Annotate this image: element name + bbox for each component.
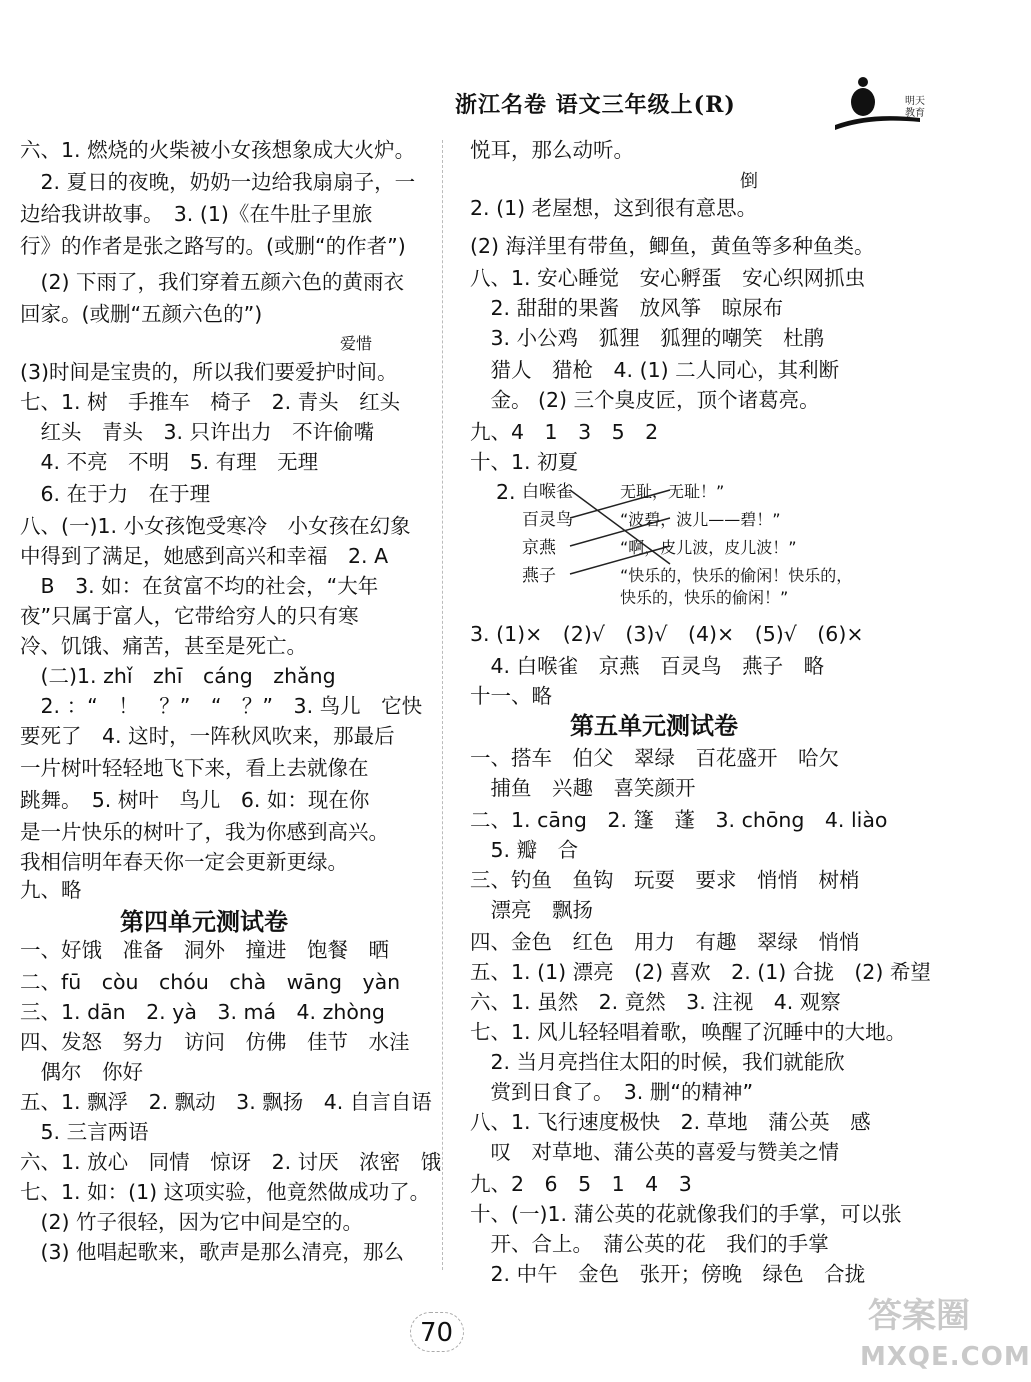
answer-line: (3) 他唱起歌来，歌声是那么清亮，那么 <box>20 1240 405 1264</box>
match-right-item: 快乐的，快乐的偷闲！” <box>620 588 789 607</box>
match-left-item: 京燕 <box>522 538 556 558</box>
answer-line: 捕鱼 兴趣 喜笑颜开 <box>470 776 696 800</box>
answer-line: 2. 当月亮挡住太阳的时候，我们就能欣 <box>470 1050 845 1074</box>
answer-line: 七、1. 风儿轻轻唱着歌，唤醒了沉睡中的大地。 <box>470 1020 907 1044</box>
correction-mark: 倒 <box>740 171 758 192</box>
answer-line: 六、1. 虽然 2. 竟然 3. 注视 4. 观察 <box>470 990 841 1014</box>
answer-line: 十、(一)1. 蒲公英的花就像我们的手掌，可以张 <box>470 1202 902 1226</box>
column-divider <box>442 140 443 1270</box>
answer-line: (3)时间是宝贵的，所以我们要爱护时间。 <box>20 360 398 384</box>
answer-line: 2. 夏日的夜晚，奶奶一边给我扇扇子，一 <box>20 170 416 194</box>
answer-line: 4. 白喉雀 京燕 百灵鸟 燕子 略 <box>470 654 825 678</box>
answer-line: 2. ：“ ！ ？” “ ？” 3. 鸟儿 它快 <box>20 694 423 718</box>
match-right-item: 无耻，无耻！” <box>620 482 725 501</box>
answer-line: 一片树叶轻轻地飞下来，看上去就像在 <box>20 756 369 780</box>
match-left-item: 燕子 <box>522 566 556 586</box>
answer-line: 要死了 4. 这时，一阵秋风吹来，那最后 <box>20 724 395 748</box>
watermark-logo: 答案圈 <box>868 1296 970 1336</box>
answer-line: 八、1. 安心睡觉 安心孵蛋 安心织网抓虫 <box>470 266 866 290</box>
answer-line: 4. 不亮 不明 5. 有理 无理 <box>20 450 319 474</box>
answer-line: 七、1. 树 手推车 椅子 2. 青头 红头 <box>20 390 401 414</box>
answer-line: 回家。(或删“五颜六色的”) <box>20 302 263 326</box>
correction-mark: 爱惜 <box>340 334 373 353</box>
answer-line: (2) 竹子很轻，因为它中间是空的。 <box>20 1210 364 1234</box>
answer-line: 5. 三言两语 <box>20 1120 149 1144</box>
answer-line: 一、好饿 准备 洞外 撞进 饱餐 晒 <box>20 938 389 962</box>
answer-line: 行》的作者是张之路写的。(或删“的作者”) <box>20 234 406 258</box>
answer-line: 我相信明年春天你一定会更新更绿。 <box>20 850 348 874</box>
answer-line: 三、1. dān 2. yà 3. má 4. zhòng <box>20 1000 385 1024</box>
answer-line: 夜”只属于富人，它带给穷人的只有寒 <box>20 604 359 628</box>
answer-line: 七、1. 如：(1) 这项实验，他竟然做成功了。 <box>20 1180 431 1204</box>
answer-line: 2. 甜甜的果酱 放风筝 晾尿布 <box>470 296 784 320</box>
answer-line: 漂亮 飘扬 <box>470 898 593 922</box>
match-left-item: 白喉雀 <box>522 482 573 502</box>
match-right-item: “快乐的，快乐的偷闲！快乐的， <box>620 566 853 585</box>
answer-line: 八、1. 飞行速度极快 2. 草地 蒲公英 感 <box>470 1110 871 1134</box>
answer-line: (2) 下雨了，我们穿着五颜六色的黄雨衣 <box>20 270 405 294</box>
answer-line: 金。 (2) 三个臭皮匠，顶个诸葛亮。 <box>470 388 820 412</box>
answer-line: 冷、饥饿、痛苦，甚至是死亡。 <box>20 634 307 658</box>
answer-line: 叹 对草地、蒲公英的喜爱与赞美之情 <box>470 1140 839 1164</box>
answer-line: 红头 青头 3. 只许出力 不许偷嘴 <box>20 420 375 444</box>
page-number: 70 <box>420 1318 454 1348</box>
answer-line: 二、1. cāng 2. 篷 蓬 3. chōng 4. liào <box>470 808 888 832</box>
answer-line: 八、(一)1. 小女孩饱受寒冷 小女孩在幻象 <box>20 514 411 538</box>
answer-line: 3. 小公鸡 狐狸 狐狸的嘲笑 杜鹃 <box>470 326 825 350</box>
svg-text:明天: 明天 <box>905 96 925 107</box>
answer-line: 五、1. 飘浮 2. 飘动 3. 飘扬 4. 自言自语 <box>20 1090 432 1114</box>
match-left-item: 百灵鸟 <box>522 510 573 530</box>
answer-line: 九、4 1 3 5 2 <box>470 420 659 444</box>
match-right-item: “波碧，波儿——碧！” <box>620 510 781 529</box>
section-title: 第四单元测试卷 <box>120 907 288 936</box>
answer-line: 九、2 6 5 1 4 3 <box>470 1172 692 1196</box>
answer-line: 十一、略 <box>470 684 552 708</box>
answer-line: 跳舞。 5. 树叶 鸟儿 6. 如：现在你 <box>20 788 370 812</box>
watermark-url: MXQE.COM <box>860 1342 1031 1372</box>
match-right-item: “啊，皮儿波，皮儿波！” <box>620 538 797 557</box>
answer-line: 2. (1) 老屋想，这到很有意思。 <box>470 196 758 220</box>
answer-line: (2) 海洋里有带鱼，鲫鱼，黄鱼等多种鱼类。 <box>470 234 875 258</box>
answer-line: 中得到了满足，她感到高兴和幸福 2. A <box>20 544 389 568</box>
publisher-logo <box>825 70 935 140</box>
answer-line: 三、钓鱼 鱼钩 玩耍 要求 悄悄 树梢 <box>470 868 860 892</box>
answer-line: (二)1. zhǐ zhī cáng zhǎng <box>20 664 336 688</box>
answer-line: 3. (1)× (2)√ (3)√ (4)× (5)√ (6)× <box>470 622 864 646</box>
match-label: 2. <box>496 480 516 504</box>
answer-line: 四、金色 红色 用力 有趣 翠绿 悄悄 <box>470 930 860 954</box>
answer-line: 四、发怒 努力 访问 仿佛 佳节 水洼 <box>20 1030 410 1054</box>
answer-line: B 3. 如：在贫富不均的社会，“大年 <box>20 574 379 598</box>
section-title: 第五单元测试卷 <box>570 711 738 740</box>
answer-line: 6. 在于力 在于理 <box>20 482 211 506</box>
answer-line: 是一片快乐的树叶了，我为你感到高兴。 <box>20 820 389 844</box>
answer-line: 十、1. 初夏 <box>470 450 579 474</box>
answer-line: 五、1. (1) 漂亮 (2) 喜欢 2. (1) 合拢 (2) 希望 <box>470 960 931 984</box>
answer-line: 一、搭车 伯父 翠绿 百花盛开 哈欠 <box>470 746 839 770</box>
answer-line: 六、1. 燃烧的火柴被小女孩想象成大火炉。 <box>20 138 416 162</box>
answer-line: 二、fū còu chóu chà wāng yàn <box>20 970 401 994</box>
answer-line: 赏到日食了。 3. 删“的精神” <box>470 1080 754 1104</box>
book-title: 浙江名卷 语文三年级上(R) <box>455 92 736 118</box>
matching-lines <box>570 480 680 590</box>
answer-line: 九、略 <box>20 878 82 902</box>
answer-line: 边给我讲故事。 3. (1)《在牛肚子里旅 <box>20 202 373 226</box>
answer-line: 5. 瓣 合 <box>470 838 579 862</box>
answer-line: 六、1. 放心 同情 惊讶 2. 讨厌 浓密 饿 <box>20 1150 442 1174</box>
svg-text:教育: 教育 <box>905 108 925 119</box>
answer-line: 开、合上。 蒲公英的花 我们的手掌 <box>470 1232 829 1256</box>
answer-line: 偶尔 你好 <box>20 1060 143 1084</box>
answer-line: 2. 中午 金色 张开；傍晚 绿色 合拢 <box>470 1262 866 1286</box>
answer-line: 猎人 猎枪 4. (1) 二人同心，其利断 <box>470 358 840 382</box>
answer-line: 悦耳，那么动听。 <box>470 138 634 162</box>
